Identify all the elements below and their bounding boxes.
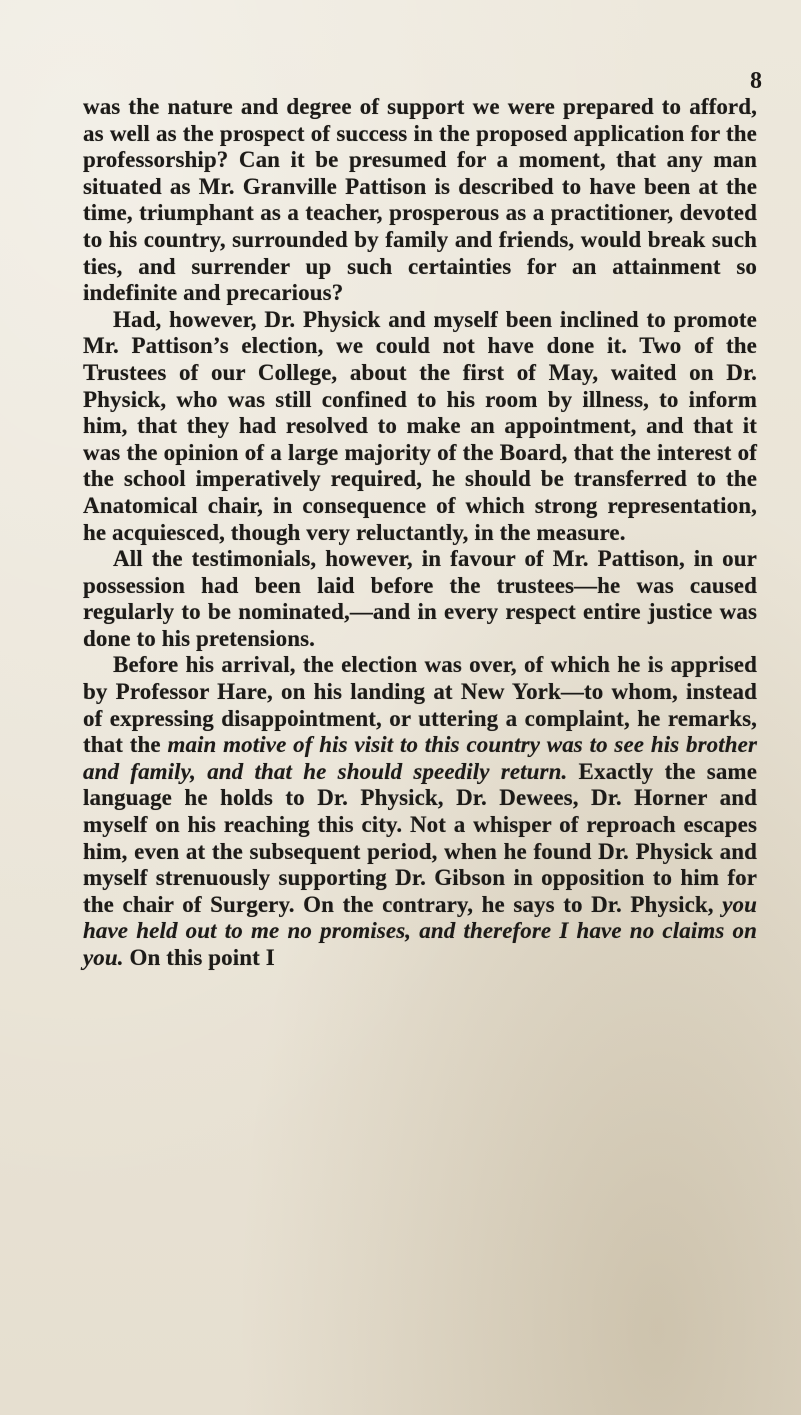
paragraph-4-italic-quote-2: you have held out to me no promises, and therefore I have no claims on you. (83, 891, 757, 970)
paragraph-2 (83, 307, 757, 546)
body-text (83, 94, 757, 972)
paragraph-4-text-a: Before his arrival, the election was over, of which he is apprised by Professor Hare, on his landing at New York—to whom, instead of expressing disappointment, or uttering a complaint, he remarks, that the (83, 652, 757, 758)
paragraph-4-italic-quote-1: main motive of his visit to this country was to see his brother and family, and that he should speedily return. (83, 732, 758, 784)
paragraph-3 (83, 546, 757, 652)
paragraph-4-text-c: On this point I (123, 945, 275, 970)
paragraph-4-text-b: Exactly the same language he holds to Dr. Physick, Dr. Dewees, Dr. Horner and myself on his reaching this city. Not a whisper of reproach escapes him, even at the subsequent period, when he found Dr. Physick and myself strenuously supporting Dr. Gibson in opposition to him for the chair of Surgery. On the contrary, he says to Dr. Physick, (83, 758, 757, 917)
page-number: 8 (750, 68, 762, 94)
paragraph-4 (83, 652, 757, 971)
paragraph-1 (83, 94, 757, 307)
paragraph-1-text: was the nature and degree of support we were prepared to afford, as well as the prospect of success in the proposed application for the professorship? Can it be presumed for a moment, that any man situated as Mr. Granville Pattison is described to have been at the time, triumphant as a teacher, prosperous as a practitioner, devoted to his country, surrounded by family and friends, would break such ties, and surrender up such certainties for an attainment so indefinite and precarious? (83, 94, 757, 306)
paragraph-2-text: Had, however, Dr. Physick and myself been inclined to promote Mr. Pattison’s election, we could not have done it. Two of the Trustees of our College, about the first of May, waited on Dr. Physick, who was still confined to his room by illness, to inform him, that they had resolved to make an appointment, and that it was the opinion of a large majority of the Board, that the interest of the school imperatively required, he should be transferred to the Anatomical chair, in consequence of which strong representation, he acquiesced, though very reluctantly, in the measure. (83, 306, 757, 545)
paragraph-3-text: All the testimonials, however, in favour of Mr. Pattison, in our possession had been laid before the trustees—he was caused regularly to be nominated,—and in every respect entire justice was done to his pretensions. (83, 546, 757, 651)
